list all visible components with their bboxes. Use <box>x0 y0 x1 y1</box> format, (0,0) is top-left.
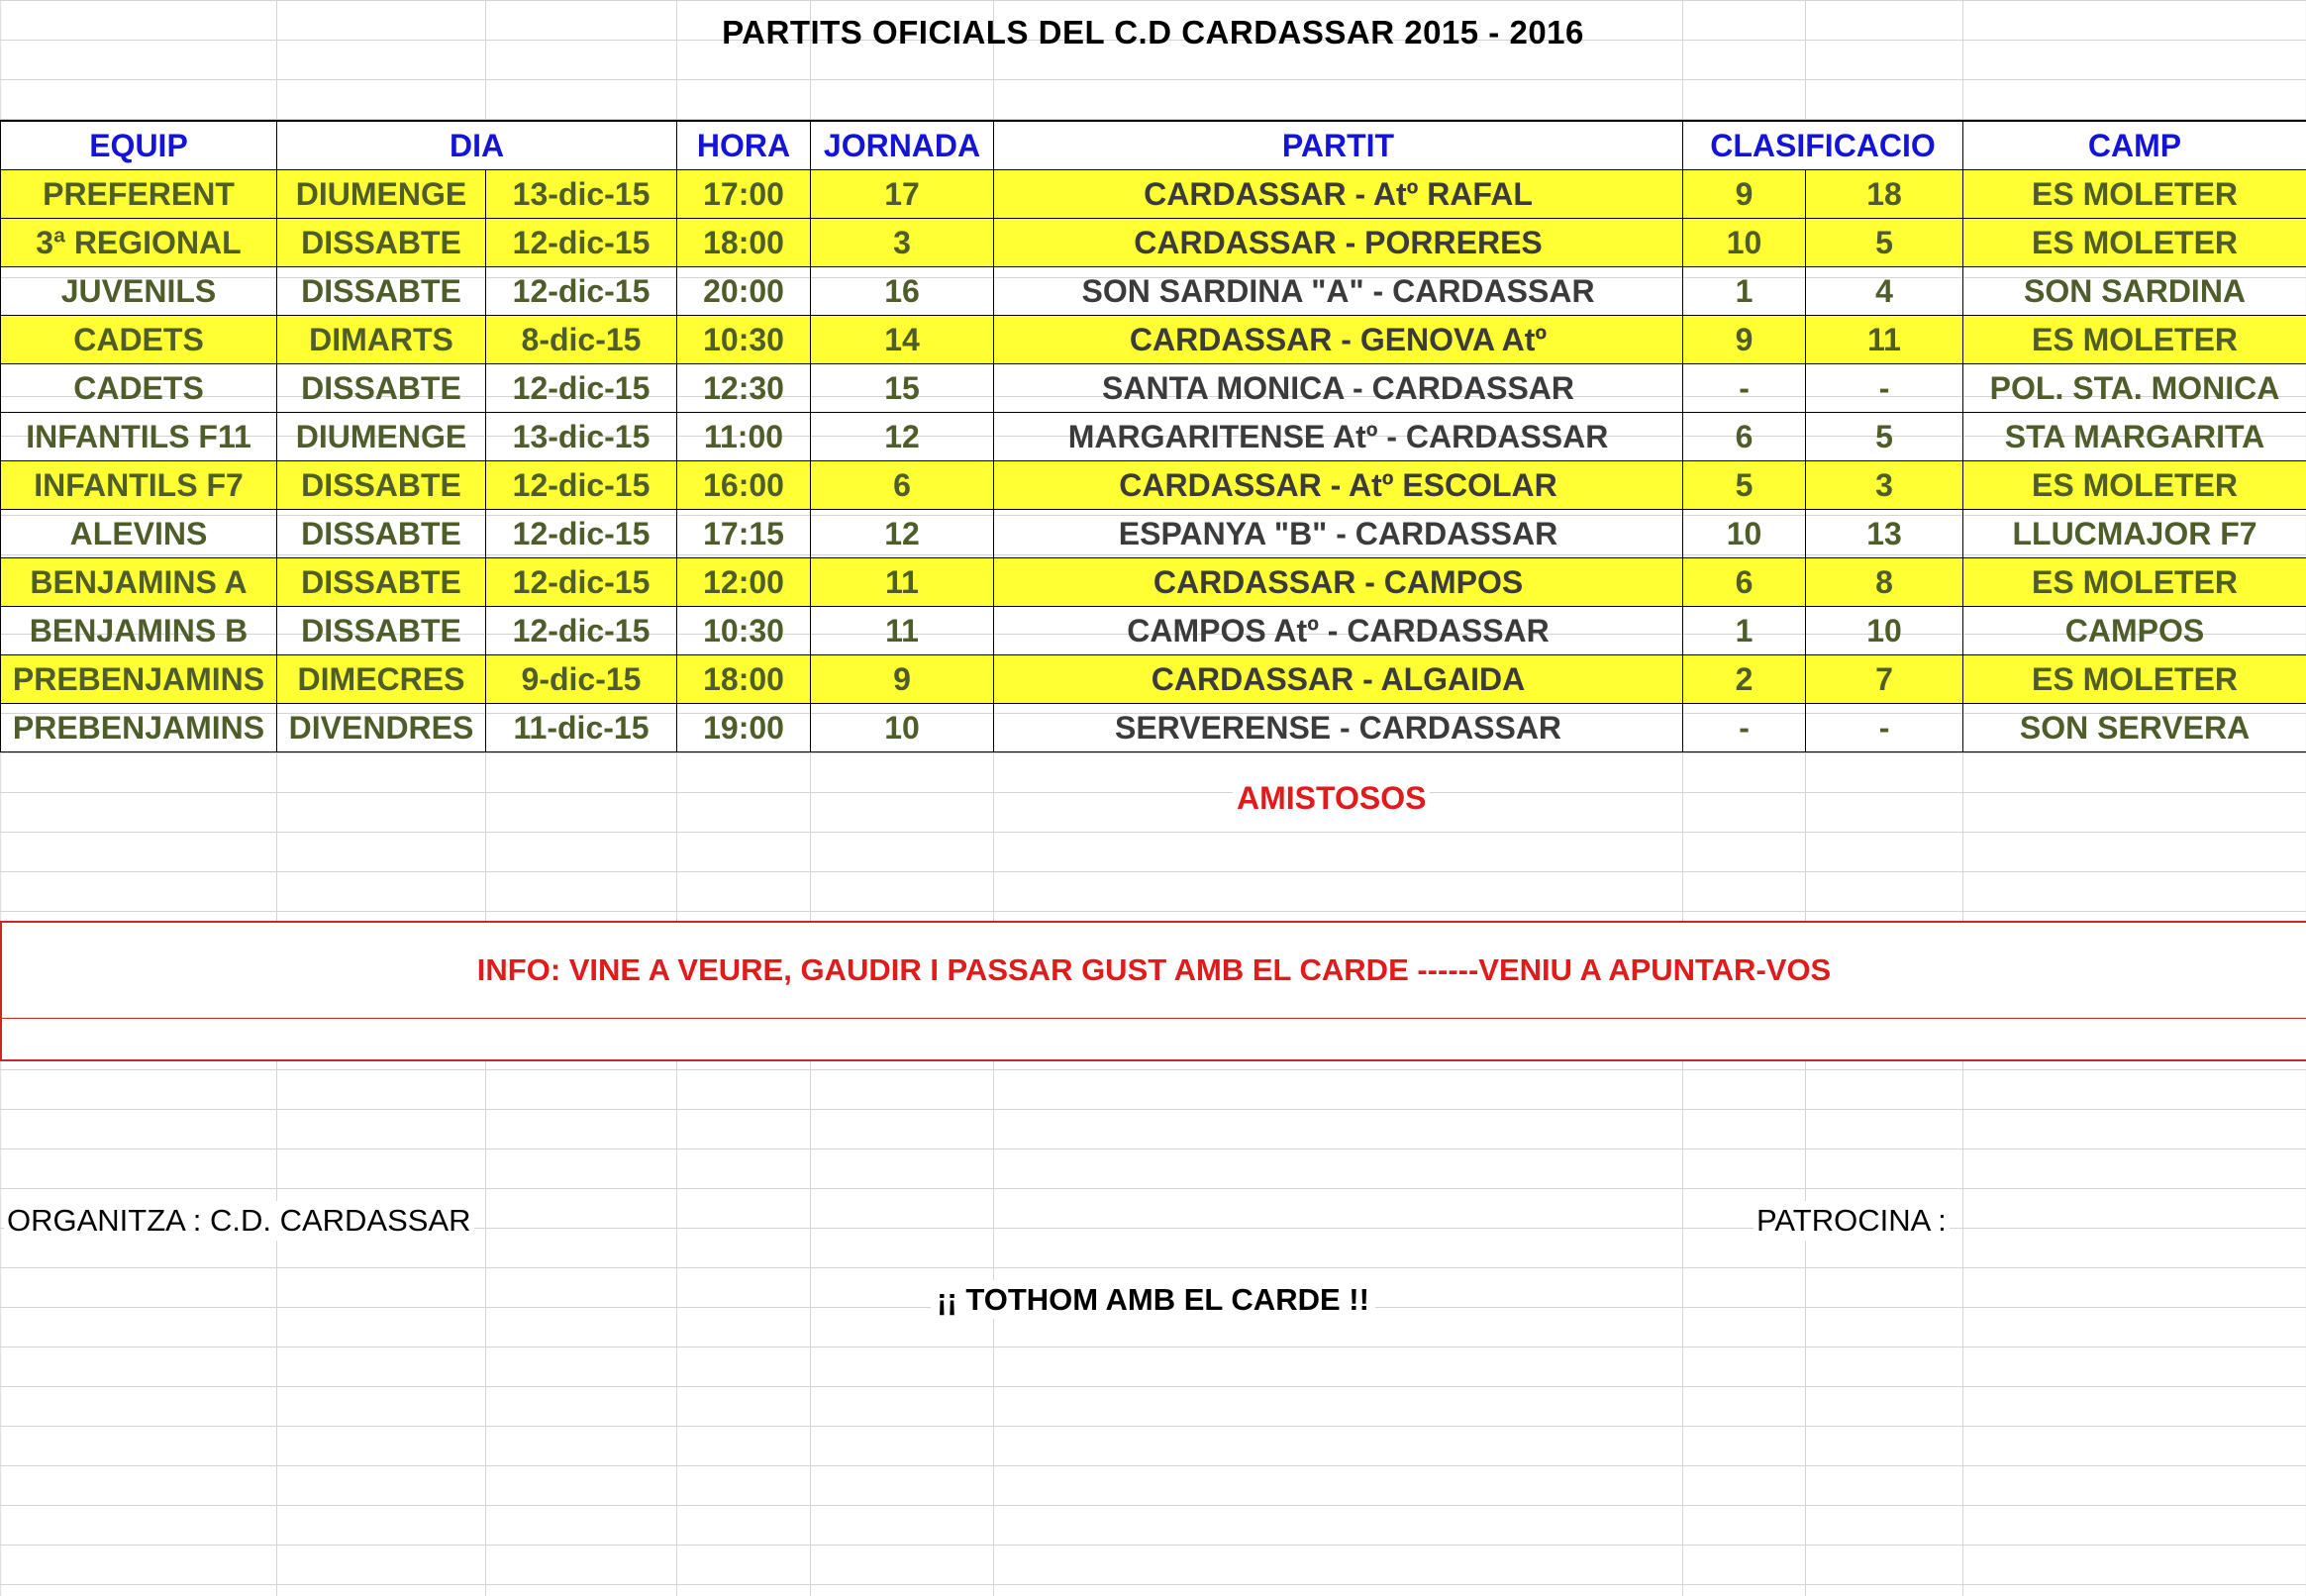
cell-hora: 17:00 <box>677 170 811 219</box>
cell-camp: ES MOLETER <box>1963 316 2306 364</box>
cell-equip: BENJAMINS B <box>1 607 277 655</box>
cell-jornada: 16 <box>811 267 994 316</box>
cell-clasificacio-points: - <box>1806 364 1963 413</box>
table-row <box>1 607 2306 655</box>
cell-date: 9-dic-15 <box>486 655 677 704</box>
cell-clasificacio-position: - <box>1683 364 1806 413</box>
info-text: INFO: VINE A VEURE, GAUDIR I PASSAR GUST AMB EL CARDE ------VENIU A APUNTAR-VOS <box>476 952 1832 987</box>
cell-equip: PREFERENT <box>1 170 277 219</box>
table-row <box>1 267 2306 316</box>
cell-equip: CADETS <box>1 316 277 364</box>
cell-date: 12-dic-15 <box>486 558 677 607</box>
cell-camp: SON SERVERA <box>1963 704 2306 752</box>
cell-clasificacio-position: 5 <box>1683 461 1806 510</box>
cell-clasificacio-position: - <box>1683 704 1806 752</box>
col-header-dia: DIA <box>277 121 677 170</box>
cell-date: 11-dic-15 <box>486 704 677 752</box>
cell-hora: 12:30 <box>677 364 811 413</box>
info-box-divider <box>2 1018 2306 1019</box>
cell-jornada: 10 <box>811 704 994 752</box>
cell-partit: MARGARITENSE Atº - CARDASSAR <box>994 413 1683 461</box>
cell-hora: 11:00 <box>677 413 811 461</box>
cell-clasificacio-points: 8 <box>1806 558 1963 607</box>
cell-partit: CARDASSAR - Atº RAFAL <box>994 170 1683 219</box>
cell-partit: CARDASSAR - GENOVA Atº <box>994 316 1683 364</box>
cell-clasificacio-points: 18 <box>1806 170 1963 219</box>
patrocina-label: PATROCINA : <box>1754 1201 1950 1241</box>
cell-equip: ALEVINS <box>1 510 277 558</box>
cell-day: DISSABTE <box>277 510 486 558</box>
table-row <box>1 364 2306 413</box>
cell-partit: CAMPOS Atº - CARDASSAR <box>994 607 1683 655</box>
cell-clasificacio-position: 10 <box>1683 219 1806 267</box>
cell-jornada: 17 <box>811 170 994 219</box>
cell-jornada: 9 <box>811 655 994 704</box>
cell-equip: INFANTILS F7 <box>1 461 277 510</box>
cell-equip: BENJAMINS A <box>1 558 277 607</box>
cell-camp: ES MOLETER <box>1963 461 2306 510</box>
cell-jornada: 12 <box>811 510 994 558</box>
cell-equip: 3ª REGIONAL <box>1 219 277 267</box>
cell-hora: 17:15 <box>677 510 811 558</box>
cell-clasificacio-points: - <box>1806 704 1963 752</box>
cell-hora: 10:30 <box>677 316 811 364</box>
organitza-label: ORGANITZA : C.D. CARDASSAR <box>4 1201 474 1241</box>
cell-date: 12-dic-15 <box>486 364 677 413</box>
cell-hora: 16:00 <box>677 461 811 510</box>
cell-camp: POL. STA. MONICA <box>1963 364 2306 413</box>
cell-day: DIUMENGE <box>277 170 486 219</box>
cell-date: 12-dic-15 <box>486 510 677 558</box>
cell-camp: ES MOLETER <box>1963 558 2306 607</box>
cell-day: DIUMENGE <box>277 413 486 461</box>
cell-clasificacio-position: 9 <box>1683 170 1806 219</box>
cell-date: 12-dic-15 <box>486 219 677 267</box>
cell-hora: 19:00 <box>677 704 811 752</box>
cell-date: 12-dic-15 <box>486 607 677 655</box>
cell-date: 13-dic-15 <box>486 170 677 219</box>
match-schedule-table <box>0 120 2306 752</box>
cell-equip: PREBENJAMINS <box>1 655 277 704</box>
cell-clasificacio-position: 1 <box>1683 607 1806 655</box>
cell-day: DIMECRES <box>277 655 486 704</box>
cell-clasificacio-position: 6 <box>1683 558 1806 607</box>
cell-hora: 18:00 <box>677 655 811 704</box>
cell-clasificacio-points: 11 <box>1806 316 1963 364</box>
page-title: PARTITS OFICIALS DEL C.D CARDASSAR 2015 - 2016 <box>722 14 1584 50</box>
info-box <box>0 921 2306 1061</box>
cell-partit: SERVERENSE - CARDASSAR <box>994 704 1683 752</box>
cell-equip: INFANTILS F11 <box>1 413 277 461</box>
cell-partit: SANTA MONICA - CARDASSAR <box>994 364 1683 413</box>
cell-jornada: 15 <box>811 364 994 413</box>
cell-partit: SON SARDINA "A" - CARDASSAR <box>994 267 1683 316</box>
cell-jornada: 11 <box>811 607 994 655</box>
cell-partit: CARDASSAR - ALGAIDA <box>994 655 1683 704</box>
cell-jornada: 14 <box>811 316 994 364</box>
cell-clasificacio-position: 1 <box>1683 267 1806 316</box>
table-row <box>1 219 2306 267</box>
col-header-jornada: JORNADA <box>811 121 994 170</box>
col-header-partit: PARTIT <box>994 121 1683 170</box>
cell-day: DISSABTE <box>277 267 486 316</box>
cell-clasificacio-position: 9 <box>1683 316 1806 364</box>
cell-partit: ESPANYA "B" - CARDASSAR <box>994 510 1683 558</box>
col-header-equip: EQUIP <box>1 121 277 170</box>
cell-date: 13-dic-15 <box>486 413 677 461</box>
cell-day: DISSABTE <box>277 364 486 413</box>
cell-clasificacio-points: 5 <box>1806 219 1963 267</box>
cell-camp: ES MOLETER <box>1963 170 2306 219</box>
col-header-clasificacio: CLASIFICACIO <box>1683 121 1963 170</box>
cell-jornada: 11 <box>811 558 994 607</box>
cell-partit: CARDASSAR - PORRERES <box>994 219 1683 267</box>
cell-clasificacio-position: 2 <box>1683 655 1806 704</box>
table-row <box>1 413 2306 461</box>
table-row <box>1 655 2306 704</box>
cell-jornada: 6 <box>811 461 994 510</box>
cell-clasificacio-points: 3 <box>1806 461 1963 510</box>
col-header-hora: HORA <box>677 121 811 170</box>
cell-date: 12-dic-15 <box>486 461 677 510</box>
cell-day: DISSABTE <box>277 461 486 510</box>
cell-equip: CADETS <box>1 364 277 413</box>
cell-clasificacio-position: 6 <box>1683 413 1806 461</box>
cell-clasificacio-points: 7 <box>1806 655 1963 704</box>
cell-camp: SON SARDINA <box>1963 267 2306 316</box>
cell-clasificacio-position: 10 <box>1683 510 1806 558</box>
table-row <box>1 704 2306 752</box>
cell-day: DISSABTE <box>277 219 486 267</box>
slogan <box>0 1282 2306 1318</box>
cell-hora: 18:00 <box>677 219 811 267</box>
table-row <box>1 558 2306 607</box>
cell-camp: LLUCMAJOR F7 <box>1963 510 2306 558</box>
cell-clasificacio-points: 10 <box>1806 607 1963 655</box>
cell-camp: ES MOLETER <box>1963 655 2306 704</box>
cell-equip: JUVENILS <box>1 267 277 316</box>
cell-equip: PREBENJAMINS <box>1 704 277 752</box>
cell-clasificacio-points: 5 <box>1806 413 1963 461</box>
cell-day: DIMARTS <box>277 316 486 364</box>
cell-camp: ES MOLETER <box>1963 219 2306 267</box>
cell-date: 12-dic-15 <box>486 267 677 316</box>
cell-camp: STA MARGARITA <box>1963 413 2306 461</box>
cell-partit: CARDASSAR - Atº ESCOLAR <box>994 461 1683 510</box>
cell-day: DISSABTE <box>277 607 486 655</box>
table-row <box>1 316 2306 364</box>
cell-jornada: 3 <box>811 219 994 267</box>
cell-date: 8-dic-15 <box>486 316 677 364</box>
amistosos-heading: AMISTOSOS <box>1233 778 1430 819</box>
cell-day: DIVENDRES <box>277 704 486 752</box>
cell-partit: CARDASSAR - CAMPOS <box>994 558 1683 607</box>
header-row <box>1 121 2306 170</box>
cell-camp: CAMPOS <box>1963 607 2306 655</box>
cell-jornada: 12 <box>811 413 994 461</box>
cell-hora: 10:30 <box>677 607 811 655</box>
cell-hora: 20:00 <box>677 267 811 316</box>
col-header-camp: CAMP <box>1963 121 2306 170</box>
cell-hora: 12:00 <box>677 558 811 607</box>
table-row <box>1 461 2306 510</box>
cell-clasificacio-points: 4 <box>1806 267 1963 316</box>
cell-clasificacio-points: 13 <box>1806 510 1963 558</box>
table-row <box>1 170 2306 219</box>
table-row <box>1 510 2306 558</box>
slogan-text: ¡¡ TOTHOM AMB EL CARDE !! <box>931 1280 1375 1319</box>
cell-day: DISSABTE <box>277 558 486 607</box>
